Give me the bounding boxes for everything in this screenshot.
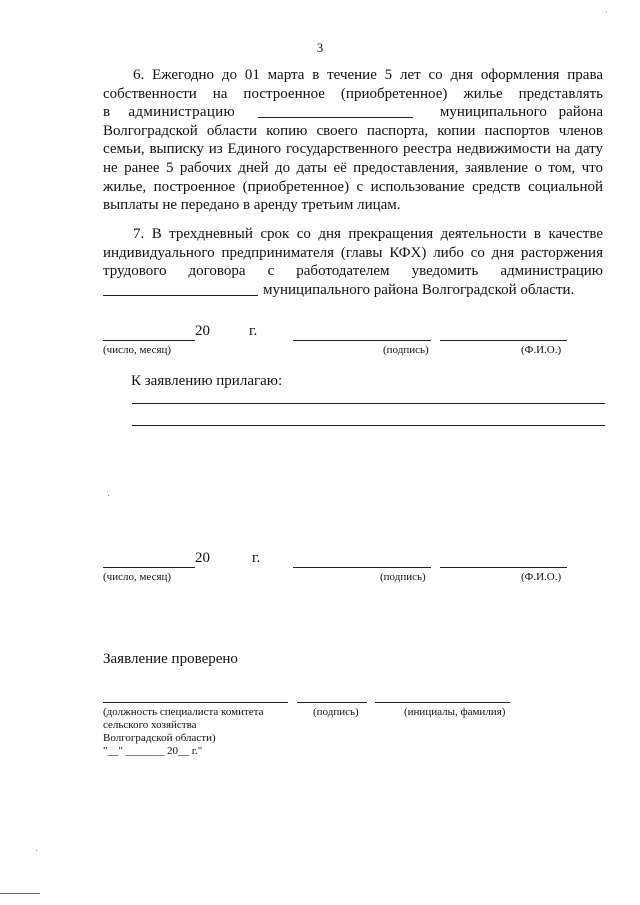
item-7-paragraph bbox=[103, 225, 603, 299]
position-line bbox=[103, 702, 288, 703]
item-6-line-3 bbox=[103, 103, 603, 122]
item-6-line-1: 6. Ежегодно до 01 марта в течение 5 лет со дня оформления права bbox=[133, 67, 603, 83]
caption-sign-1: (подпись) bbox=[383, 344, 429, 356]
item-6-line-5: семьи, выписку из Единого государственного реестра недвижимости на дату bbox=[103, 141, 603, 158]
item-7-line-1: 7. В трехдневный срок со дня прекращения деятельности в качестве bbox=[133, 226, 603, 242]
item-7-line-4-text: муниципального района Волгоградской области. bbox=[263, 281, 575, 298]
caption-date-1: (число, месяц) bbox=[103, 344, 172, 356]
caption-position-1: (должность специалиста комитета bbox=[103, 706, 264, 718]
item-6-line-3-start: в администрацию bbox=[103, 104, 236, 121]
caption-sign-2: (подпись) bbox=[380, 571, 426, 583]
item-7-admin-blank bbox=[103, 281, 258, 296]
item-6-line-8: выплаты не передано в аренду третьим лицам. bbox=[103, 197, 401, 214]
caption-position-3: Волгоградской области) bbox=[103, 732, 216, 744]
page-number: 3 bbox=[316, 40, 324, 55]
verification-date-line: "__" _______ 20__ г." bbox=[103, 745, 203, 757]
signature-line-2 bbox=[293, 567, 431, 568]
year-suffix-2: г. bbox=[252, 550, 261, 566]
verification-label: Заявление проверено bbox=[103, 651, 238, 667]
scan-edge-mark bbox=[0, 893, 40, 894]
scan-speck bbox=[108, 495, 109, 496]
caption-date-2: (число, месяц) bbox=[103, 571, 172, 583]
item-6-line-2: собственности на построенное (приобретенное) жилье представлять bbox=[103, 85, 603, 102]
year-prefix-1: 20 bbox=[195, 323, 210, 339]
date-line-1 bbox=[103, 340, 195, 341]
item-7-line-3: трудового договора с работодателем уведомить администрацию bbox=[103, 263, 603, 280]
name-line-1 bbox=[440, 340, 567, 341]
caption-verification-name: (инициалы, фамилия) bbox=[404, 706, 506, 718]
signature-line-1 bbox=[293, 340, 431, 341]
item-7-line-2: индивидуального предпринимателя (главы КФХ) либо со дня расторжения bbox=[103, 244, 603, 261]
item-6-line-4: Волгоградской области копию своего паспорта, копии паспортов членов bbox=[103, 122, 603, 139]
scan-speck bbox=[606, 12, 607, 13]
verification-signature-line bbox=[297, 702, 367, 703]
item-7-line-4 bbox=[103, 281, 603, 300]
year-suffix-1: г. bbox=[249, 323, 258, 339]
attachments-label: К заявлению прилагаю: bbox=[131, 373, 283, 389]
date-line-2 bbox=[103, 567, 195, 568]
item-6-line-6: не ранее 5 рабочих дней до даты её предоставления, заявление о том, что bbox=[103, 159, 603, 176]
caption-position-2: сельского хозяйства bbox=[103, 719, 197, 731]
item-6-line-7: жилье, построенное (приобретенное) с использование средств социальной bbox=[103, 178, 603, 195]
caption-name-1: (Ф.И.О.) bbox=[521, 344, 562, 356]
name-line-2 bbox=[440, 567, 567, 568]
item-6-admin-blank bbox=[258, 103, 413, 118]
verification-name-line bbox=[375, 702, 510, 703]
caption-verification-sign: (подпись) bbox=[313, 706, 359, 718]
item-6-line-3-end: муниципального района bbox=[439, 104, 603, 121]
scan-speck bbox=[36, 850, 37, 851]
attachments-line-2 bbox=[132, 425, 605, 426]
item-6-paragraph bbox=[103, 66, 603, 215]
caption-name-2: (Ф.И.О.) bbox=[521, 571, 562, 583]
year-prefix-2: 20 bbox=[195, 550, 210, 566]
attachments-line-1 bbox=[132, 403, 605, 404]
